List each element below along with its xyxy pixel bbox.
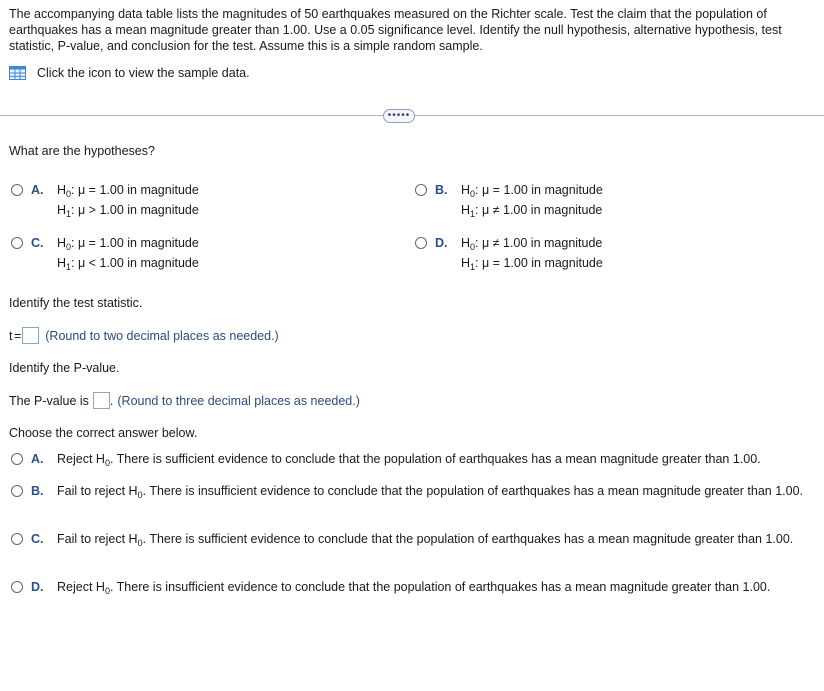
hypotheses-question: What are the hypotheses? [9,144,155,158]
hypothesis-option-c[interactable] [11,233,199,273]
conclusion-option-d[interactable] [11,576,811,599]
option-letter: D. [31,580,44,594]
conclusion-radio-d[interactable] [11,581,23,593]
test-statistic-row [9,327,279,344]
option-letter: C. [31,532,44,546]
conclusion-radio-b[interactable] [11,485,23,497]
null-hypothesis: $H_0$: μ = 1.00 in magnitude [461,183,603,199]
conclusion-radio-a[interactable] [11,453,23,465]
conclusion-question: Choose the correct answer below. [9,426,198,440]
conclusion-radio-c[interactable] [11,533,23,545]
null-hypothesis: $H_0$: μ = 1.00 in magnitude [57,183,199,199]
option-letter: A. [31,452,44,466]
t-rounding-hint: (Round to two decimal places as needed.) [45,328,279,343]
conclusion-text: Fail to reject $H_0$. There is insufficient evidence to conclude that the population of earthquakes has a mean magnitude greater than 1.00. [57,484,804,500]
option-letter: C. [31,236,44,250]
conclusion-text: Reject $H_0$. There is sufficient evidence to conclude that the population of earthquakes has a mean magnitude greater than 1.00. [57,452,761,468]
pvalue-period: . [109,393,114,408]
hypothesis-radio-a[interactable] [11,184,23,196]
hypothesis-radio-c[interactable] [11,237,23,249]
pvalue-rounding-hint: (Round to three decimal places as needed.) [117,393,360,408]
hypothesis-option-a[interactable] [11,180,199,220]
null-hypothesis: $H_0$: μ = 1.00 in magnitude [57,236,199,252]
t-label: t = [9,328,21,343]
pvalue-row [9,392,360,409]
conclusion-option-c[interactable] [11,528,811,551]
option-letter: B. [435,183,448,197]
test-statistic-question: Identify the test statistic. [9,296,143,310]
pvalue-question: Identify the P-value. [9,361,120,375]
pvalue-label: The P-value is [9,393,89,408]
option-letter: D. [435,236,448,250]
alternative-hypothesis: $H_1$: μ < 1.00 in magnitude [57,256,199,272]
alternative-hypothesis: $H_1$: μ = 1.00 in magnitude [461,256,603,272]
t-statistic-input[interactable] [22,327,39,344]
hypothesis-radio-d[interactable] [415,237,427,249]
conclusion-text: Reject $H_0$. There is insufficient evidence to conclude that the population of earthquakes has a mean magnitude greater than 1.00. [57,580,771,596]
alternative-hypothesis: $H_1$: μ ≠ 1.00 in magnitude [461,203,603,219]
sample-data-link-text[interactable]: Click the icon to view the sample data. [37,66,250,80]
conclusion-text: Fail to reject $H_0$. There is sufficient evidence to conclude that the population of earthquakes has a mean magnitude greater than 1.00. [57,532,794,548]
null-hypothesis: $H_0$: μ ≠ 1.00 in magnitude [461,236,603,252]
question-prompt: The accompanying data table lists the magnitudes of 50 earthquakes measured on the Richter scale. Test the claim that the population of earthquakes has a mean magnitude greater than 1.00. Use a 0.05 significance level. Identify the null hypothesis, alternative hypothesis, test statistic, P-value, and conclusion for the test. Assume this is a simple random sample. [9,7,782,53]
data-table-icon[interactable] [9,66,26,80]
sample-data-link[interactable] [9,65,250,81]
alternative-hypothesis: $H_1$: μ > 1.00 in magnitude [57,203,199,219]
conclusion-option-b[interactable] [11,480,811,503]
hypothesis-option-b[interactable] [415,180,603,220]
conclusion-option-a[interactable] [11,448,811,471]
option-letter: B. [31,484,44,498]
expand-more-button[interactable]: ••••• [383,109,415,123]
hypothesis-option-d[interactable] [415,233,603,273]
hypothesis-radio-b[interactable] [415,184,427,196]
pvalue-input[interactable] [93,392,110,409]
option-letter: A. [31,183,44,197]
